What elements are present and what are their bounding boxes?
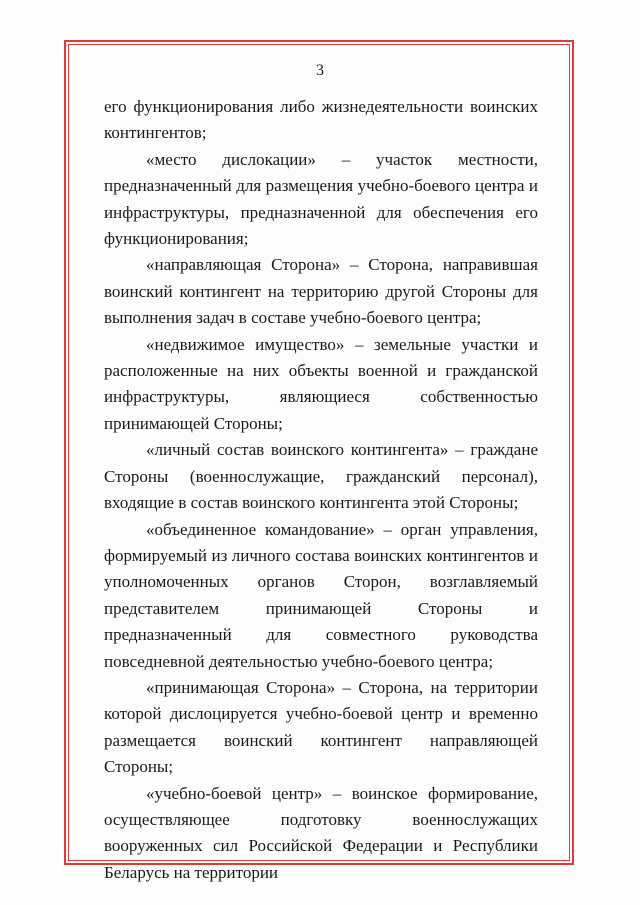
definition-personnel: «личный состав воинского контингента» – граждане Стороны (военнослужащие, гражданский персонал), входящие в состав воинского контингента этой Стороны; (104, 440, 538, 513)
definition-sending-party: «направляющая Сторона» – Сторона, направившая воинский контингент на территорию другой Стороны для выполнения задач в составе учебно-боевого центра; (104, 255, 538, 328)
definition-place-of-deployment: «место дислокации» – участок местности, предназначенный для размещения учебно-боевого центра и инфраструктуры, предназначенной для обеспечения его функционирования; (104, 149, 538, 249)
definition-joint-command: «объединенное командование» – орган управления, формируемый из личного состава воинских контингентов и уполномоченных органов Сторон, возглавляемый представителем принимающей Стороны и предназначенный для совместного руководства повседневной деятельностью учебно-боевого центра; (104, 519, 538, 671)
document-body (104, 94, 538, 886)
definition-real-property: «недвижимое имущество» – земельные участки и расположенные на них объекты военной и гражданской инфраструктуры, являющиеся собственностью принимающей Стороны; (104, 334, 538, 433)
page-number: 3 (316, 62, 324, 79)
paragraph-continuation: его функционирования либо жизнедеятельности воинских контингентов; (104, 97, 538, 143)
definition-receiving-party: «принимающая Сторона» – Сторона, на территории которой дислоцируется учебно-боевой центр и временно размещается воинский контингент направляющей Стороны; (104, 677, 538, 777)
definition-training-center: «учебно-боевой центр» – воинское формирование, осуществляющее подготовку военнослужащих вооруженных сил Российской Федерации и Республики Беларусь на территории (104, 783, 538, 882)
